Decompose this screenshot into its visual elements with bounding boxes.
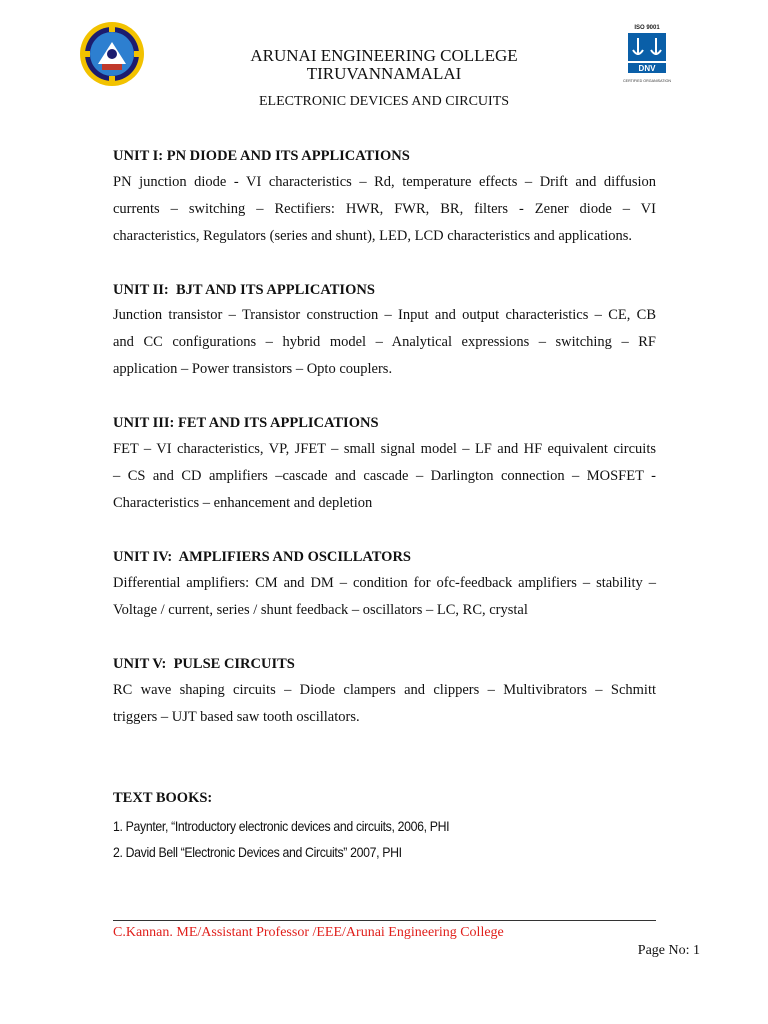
textbook-item: 1. Paynter, “Introductory electronic devices and circuits, 2006, PHI [113, 818, 450, 834]
college-city: TIRUVANNAMALAI [306, 64, 462, 83]
subject-title: ELECTRONIC DEVICES AND CIRCUITS [258, 94, 510, 109]
page-number: Page No: 1 [637, 943, 700, 958]
unit-3-line: FET – VI characteristics, VP, JFET – small signal model – LF and HF equivalent circuits [113, 441, 656, 457]
unit-1-line: currents – switching – Rectifiers: HWR, FWR, BR, filters - Zener diode – VI [113, 200, 656, 217]
unit-3-line: – CS and CD amplifiers –cascade and cascade – Darlington connection – MOSFET - [113, 467, 656, 484]
unit-3-line: Characteristics – enhancement and depletion [113, 494, 373, 511]
footer-divider [113, 920, 656, 921]
college-name: ARUNAI ENGINEERING COLLEGE [250, 46, 518, 65]
unit-2-body [113, 302, 656, 382]
unit-1-body [113, 169, 656, 249]
unit-5-body [113, 677, 656, 731]
cert-sub-label: CERTIFIED ORGANISATION [623, 78, 672, 83]
unit-4-line: Voltage / current, series / shunt feedback – oscillators – LC, RC, crystal [113, 601, 528, 618]
iso-label: ISO 9001 [634, 25, 660, 31]
textbooks-title: TEXT BOOKS: [113, 790, 213, 806]
unit-1-line: PN junction diode - VI characteristics – Rd, temperature effects – Drift and diffusion [113, 174, 656, 190]
unit-4-line: Differential amplifiers: CM and DM – condition for ofc-feedback amplifiers – stability – [113, 575, 656, 591]
textbook-item: 2. David Bell “Electronic Devices and Circuits” 2007, PHI [113, 844, 402, 860]
unit-3-title: UNIT III: FET AND ITS APPLICATIONS [113, 415, 379, 431]
footer-author: C.Kannan. ME/Assistant Professor /EEE/Arunai Engineering College [113, 925, 504, 940]
unit-2-title: UNIT II: BJT AND ITS APPLICATIONS [113, 282, 375, 298]
unit-2-line: Junction transistor – Transistor construction – Input and output characteristics – CE, CB [113, 307, 656, 323]
unit-1-title: UNIT I: PN DIODE AND ITS APPLICATIONS [113, 148, 410, 164]
unit-1-line: characteristics, Regulators (series and shunt), LED, LCD characteristics and applications. [113, 227, 633, 244]
unit-3-body [113, 436, 656, 516]
unit-4-body [113, 570, 656, 624]
unit-2-line: application – Power transistors – Opto couplers. [113, 360, 393, 377]
cert-label: DNV [638, 64, 656, 73]
unit-5-title: UNIT V: PULSE CIRCUITS [113, 656, 295, 672]
unit-4-title: UNIT IV: AMPLIFIERS AND OSCILLATORS [113, 549, 412, 565]
unit-2-line: and CC configurations – hybrid model – Analytical expressions – switching – RF [113, 333, 656, 350]
unit-5-line: RC wave shaping circuits – Diode clampers and clippers – Multivibrators – Schmitt [113, 682, 656, 698]
unit-5-line: triggers – UJT based saw tooth oscillators. [113, 708, 360, 725]
